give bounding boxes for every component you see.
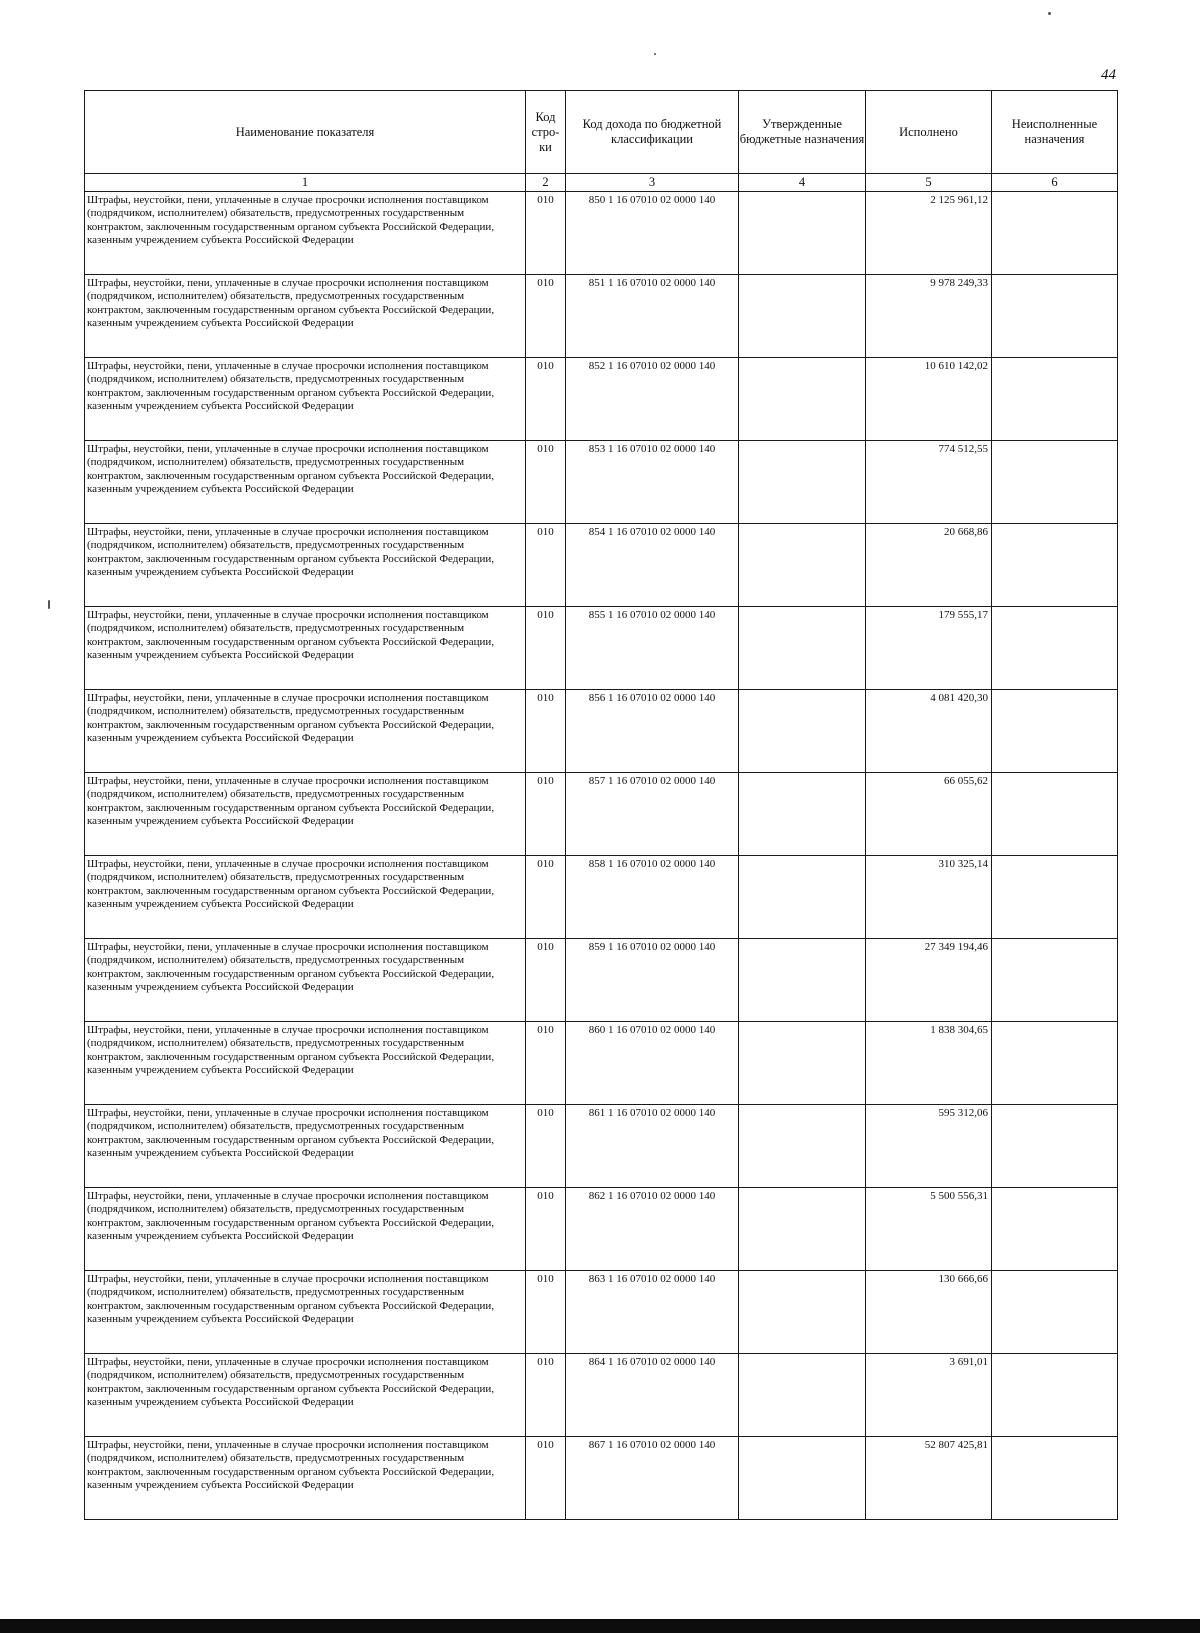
income-code-cell: 862 1 16 07010 02 0000 140 <box>566 1188 739 1271</box>
approved-cell <box>739 1105 866 1188</box>
income-code-cell: 857 1 16 07010 02 0000 140 <box>566 773 739 856</box>
executed-cell: 20 668,86 <box>866 524 992 607</box>
income-code-cell: 854 1 16 07010 02 0000 140 <box>566 524 739 607</box>
table-row <box>85 690 1118 773</box>
executed-cell: 10 610 142,02 <box>866 358 992 441</box>
header-row-code: Код стро-ки <box>526 91 566 174</box>
approved-cell <box>739 1271 866 1354</box>
unexecuted-cell <box>992 1022 1118 1105</box>
executed-cell: 3 691,01 <box>866 1354 992 1437</box>
executed-cell: 310 325,14 <box>866 856 992 939</box>
approved-cell <box>739 856 866 939</box>
indicator-name-cell: Штрафы, неустойки, пени, уплаченные в случае просрочки исполнения поставщиком (подрядчиком, исполнителем) обязательств, предусмотренных государственным контрактом, заключенным государственным органом субъекта Российской Федерации, казенным учреждением субъекта Российской Федерации <box>85 939 526 1022</box>
approved-cell <box>739 1354 866 1437</box>
unexecuted-cell <box>992 607 1118 690</box>
income-code-cell: 867 1 16 07010 02 0000 140 <box>566 1437 739 1520</box>
row-code-cell: 010 <box>526 690 566 773</box>
indicator-name-cell: Штрафы, неустойки, пени, уплаченные в случае просрочки исполнения поставщиком (подрядчиком, исполнителем) обязательств, предусмотренных государственным контрактом, заключенным государственным органом субъекта Российской Федерации, казенным учреждением субъекта Российской Федерации <box>85 1271 526 1354</box>
income-code-cell: 861 1 16 07010 02 0000 140 <box>566 1105 739 1188</box>
column-number-row <box>85 174 1118 192</box>
table-row <box>85 275 1118 358</box>
table-row <box>85 441 1118 524</box>
column-number: 4 <box>739 174 866 192</box>
table-row <box>85 773 1118 856</box>
approved-cell <box>739 690 866 773</box>
unexecuted-cell <box>992 1271 1118 1354</box>
executed-cell: 1 838 304,65 <box>866 1022 992 1105</box>
income-code-cell: 859 1 16 07010 02 0000 140 <box>566 939 739 1022</box>
column-number: 6 <box>992 174 1118 192</box>
income-code-cell: 858 1 16 07010 02 0000 140 <box>566 856 739 939</box>
unexecuted-cell <box>992 939 1118 1022</box>
indicator-name-cell: Штрафы, неустойки, пени, уплаченные в случае просрочки исполнения поставщиком (подрядчиком, исполнителем) обязательств, предусмотренных государственным контрактом, заключенным государственным органом субъекта Российской Федерации, казенным учреждением субъекта Российской Федерации <box>85 856 526 939</box>
row-code-cell: 010 <box>526 939 566 1022</box>
income-code-cell: 852 1 16 07010 02 0000 140 <box>566 358 739 441</box>
header-executed: Исполнено <box>866 91 992 174</box>
approved-cell <box>739 358 866 441</box>
unexecuted-cell <box>992 275 1118 358</box>
row-code-cell: 010 <box>526 607 566 690</box>
executed-cell: 27 349 194,46 <box>866 939 992 1022</box>
indicator-name-cell: Штрафы, неустойки, пени, уплаченные в случае просрочки исполнения поставщиком (подрядчиком, исполнителем) обязательств, предусмотренных государственным контрактом, заключенным государственным органом субъекта Российской Федерации, казенным учреждением субъекта Российской Федерации <box>85 441 526 524</box>
approved-cell <box>739 607 866 690</box>
table-row <box>85 939 1118 1022</box>
executed-cell: 2 125 961,12 <box>866 192 992 275</box>
approved-cell <box>739 524 866 607</box>
table-row <box>85 607 1118 690</box>
income-code-cell: 855 1 16 07010 02 0000 140 <box>566 607 739 690</box>
row-code-cell: 010 <box>526 1271 566 1354</box>
indicator-name-cell: Штрафы, неустойки, пени, уплаченные в случае просрочки исполнения поставщиком (подрядчиком, исполнителем) обязательств, предусмотренных государственным контрактом, заключенным государственным органом субъекта Российской Федерации, казенным учреждением субъекта Российской Федерации <box>85 1105 526 1188</box>
page-number: 44 <box>1101 67 1116 83</box>
table-header-row <box>85 91 1118 174</box>
row-code-cell: 010 <box>526 441 566 524</box>
table-row <box>85 1354 1118 1437</box>
indicator-name-cell: Штрафы, неустойки, пени, уплаченные в случае просрочки исполнения поставщиком (подрядчиком, исполнителем) обязательств, предусмотренных государственным контрактом, заключенным государственным органом субъекта Российской Федерации, казенным учреждением субъекта Российской Федерации <box>85 690 526 773</box>
unexecuted-cell <box>992 1437 1118 1520</box>
executed-cell: 774 512,55 <box>866 441 992 524</box>
income-code-cell: 860 1 16 07010 02 0000 140 <box>566 1022 739 1105</box>
approved-cell <box>739 1437 866 1520</box>
table-row <box>85 1022 1118 1105</box>
indicator-name-cell: Штрафы, неустойки, пени, уплаченные в случае просрочки исполнения поставщиком (подрядчиком, исполнителем) обязательств, предусмотренных государственным контрактом, заключенным государственным органом субъекта Российской Федерации, казенным учреждением субъекта Российской Федерации <box>85 1188 526 1271</box>
approved-cell <box>739 773 866 856</box>
column-number: 3 <box>566 174 739 192</box>
income-code-cell: 853 1 16 07010 02 0000 140 <box>566 441 739 524</box>
unexecuted-cell <box>992 1354 1118 1437</box>
column-number: 1 <box>85 174 526 192</box>
unexecuted-cell <box>992 773 1118 856</box>
unexecuted-cell <box>992 524 1118 607</box>
indicator-name-cell: Штрафы, неустойки, пени, уплаченные в случае просрочки исполнения поставщиком (подрядчиком, исполнителем) обязательств, предусмотренных государственным контрактом, заключенным государственным органом субъекта Российской Федерации, казенным учреждением субъекта Российской Федерации <box>85 1354 526 1437</box>
row-code-cell: 010 <box>526 1188 566 1271</box>
approved-cell <box>739 275 866 358</box>
income-code-cell: 864 1 16 07010 02 0000 140 <box>566 1354 739 1437</box>
header-indicator-name: Наименование показателя <box>85 91 526 174</box>
table-row <box>85 1105 1118 1188</box>
income-code-cell: 851 1 16 07010 02 0000 140 <box>566 275 739 358</box>
unexecuted-cell <box>992 192 1118 275</box>
table-row <box>85 192 1118 275</box>
approved-cell <box>739 1188 866 1271</box>
indicator-name-cell: Штрафы, неустойки, пени, уплаченные в случае просрочки исполнения поставщиком (подрядчиком, исполнителем) обязательств, предусмотренных государственным контрактом, заключенным государственным органом субъекта Российской Федерации, казенным учреждением субъекта Российской Федерации <box>85 275 526 358</box>
header-income-code: Код дохода по бюджетной классификации <box>566 91 739 174</box>
income-code-cell: 856 1 16 07010 02 0000 140 <box>566 690 739 773</box>
header-approved: Утвержденные бюджетные назначения <box>739 91 866 174</box>
unexecuted-cell <box>992 1105 1118 1188</box>
row-code-cell: 010 <box>526 773 566 856</box>
unexecuted-cell <box>992 441 1118 524</box>
scan-speck <box>48 600 50 609</box>
executed-cell: 4 081 420,30 <box>866 690 992 773</box>
column-number: 2 <box>526 174 566 192</box>
table-row <box>85 1188 1118 1271</box>
executed-cell: 9 978 249,33 <box>866 275 992 358</box>
row-code-cell: 010 <box>526 1437 566 1520</box>
column-number: 5 <box>866 174 992 192</box>
scan-speck <box>1048 12 1051 15</box>
table-row <box>85 1271 1118 1354</box>
row-code-cell: 010 <box>526 1105 566 1188</box>
indicator-name-cell: Штрафы, неустойки, пени, уплаченные в случае просрочки исполнения поставщиком (подрядчиком, исполнителем) обязательств, предусмотренных государственным контрактом, заключенным государственным органом субъекта Российской Федерации, казенным учреждением субъекта Российской Федерации <box>85 358 526 441</box>
scan-speck <box>654 53 656 55</box>
executed-cell: 595 312,06 <box>866 1105 992 1188</box>
indicator-name-cell: Штрафы, неустойки, пени, уплаченные в случае просрочки исполнения поставщиком (подрядчиком, исполнителем) обязательств, предусмотренных государственным контрактом, заключенным государственным органом субъекта Российской Федерации, казенным учреждением субъекта Российской Федерации <box>85 1022 526 1105</box>
indicator-name-cell: Штрафы, неустойки, пени, уплаченные в случае просрочки исполнения поставщиком (подрядчиком, исполнителем) обязательств, предусмотренных государственным контрактом, заключенным государственным органом субъекта Российской Федерации, казенным учреждением субъекта Российской Федерации <box>85 524 526 607</box>
indicator-name-cell: Штрафы, неустойки, пени, уплаченные в случае просрочки исполнения поставщиком (подрядчиком, исполнителем) обязательств, предусмотренных государственным контрактом, заключенным государственным органом субъекта Российской Федерации, казенным учреждением субъекта Российской Федерации <box>85 192 526 275</box>
table-body <box>85 192 1118 1520</box>
scan-edge-bar <box>0 1619 1200 1633</box>
income-code-cell: 863 1 16 07010 02 0000 140 <box>566 1271 739 1354</box>
executed-cell: 130 666,66 <box>866 1271 992 1354</box>
row-code-cell: 010 <box>526 524 566 607</box>
indicator-name-cell: Штрафы, неустойки, пени, уплаченные в случае просрочки исполнения поставщиком (подрядчиком, исполнителем) обязательств, предусмотренных государственным контрактом, заключенным государственным органом субъекта Российской Федерации, казенным учреждением субъекта Российской Федерации <box>85 773 526 856</box>
row-code-cell: 010 <box>526 275 566 358</box>
executed-cell: 66 055,62 <box>866 773 992 856</box>
row-code-cell: 010 <box>526 1354 566 1437</box>
table-row <box>85 524 1118 607</box>
income-code-cell: 850 1 16 07010 02 0000 140 <box>566 192 739 275</box>
unexecuted-cell <box>992 1188 1118 1271</box>
row-code-cell: 010 <box>526 358 566 441</box>
approved-cell <box>739 441 866 524</box>
table-row <box>85 358 1118 441</box>
budget-execution-table <box>84 90 1118 1520</box>
unexecuted-cell <box>992 358 1118 441</box>
indicator-name-cell: Штрафы, неустойки, пени, уплаченные в случае просрочки исполнения поставщиком (подрядчиком, исполнителем) обязательств, предусмотренных государственным контрактом, заключенным государственным органом субъекта Российской Федерации, казенным учреждением субъекта Российской Федерации <box>85 607 526 690</box>
approved-cell <box>739 1022 866 1105</box>
row-code-cell: 010 <box>526 856 566 939</box>
indicator-name-cell: Штрафы, неустойки, пени, уплаченные в случае просрочки исполнения поставщиком (подрядчиком, исполнителем) обязательств, предусмотренных государственным контрактом, заключенным государственным органом субъекта Российской Федерации, казенным учреждением субъекта Российской Федерации <box>85 1437 526 1520</box>
table-row <box>85 1437 1118 1520</box>
approved-cell <box>739 939 866 1022</box>
approved-cell <box>739 192 866 275</box>
row-code-cell: 010 <box>526 1022 566 1105</box>
row-code-cell: 010 <box>526 192 566 275</box>
executed-cell: 179 555,17 <box>866 607 992 690</box>
executed-cell: 52 807 425,81 <box>866 1437 992 1520</box>
unexecuted-cell <box>992 690 1118 773</box>
unexecuted-cell <box>992 856 1118 939</box>
header-unexecuted: Неисполненные назначения <box>992 91 1118 174</box>
table-row <box>85 856 1118 939</box>
executed-cell: 5 500 556,31 <box>866 1188 992 1271</box>
